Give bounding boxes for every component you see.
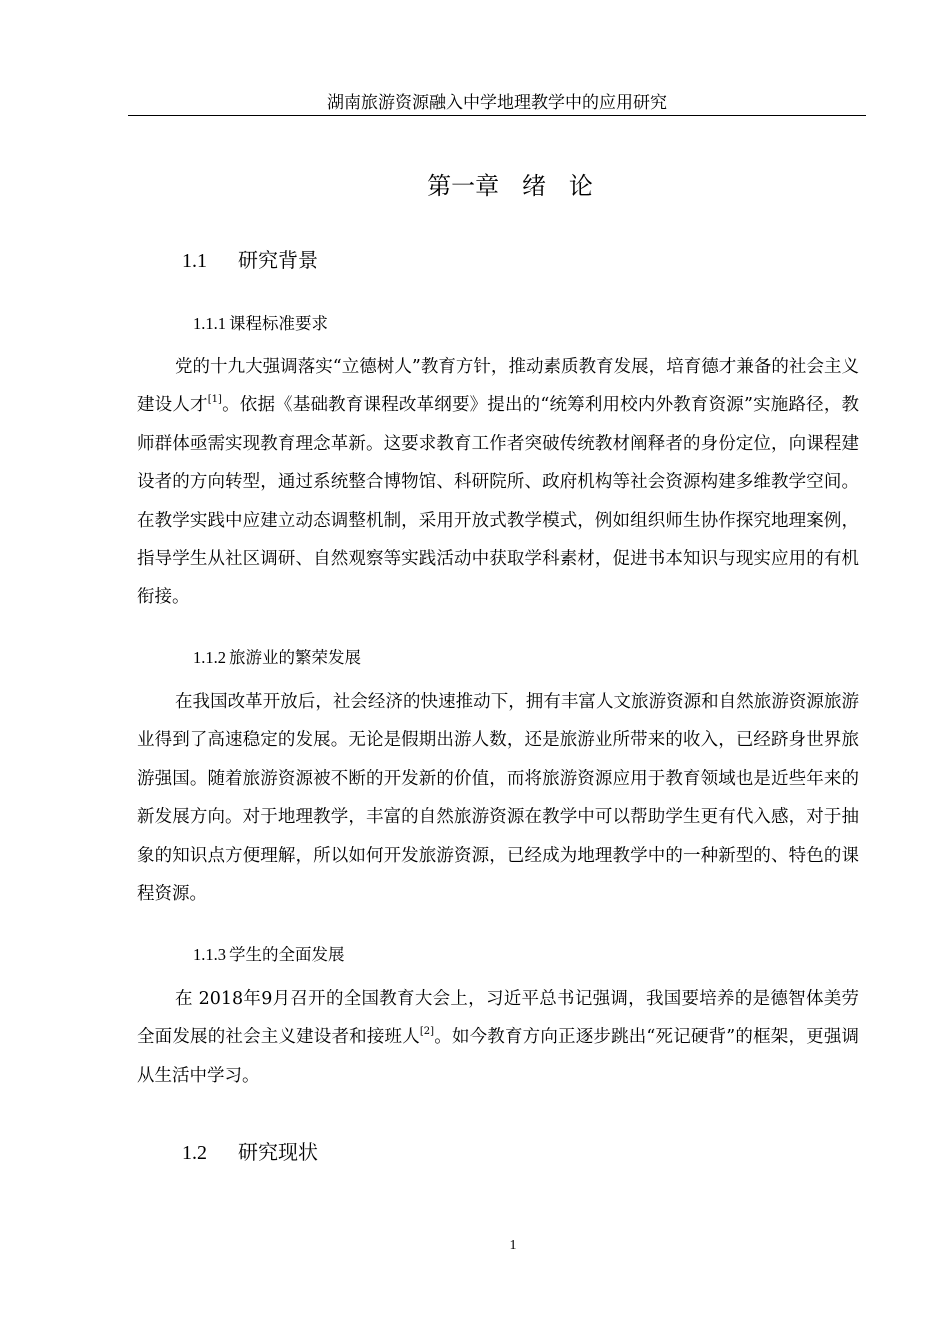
subsection-title: 旅游业的繁荣发展 [229, 648, 361, 667]
section-number: 1.2 [182, 1142, 207, 1164]
paragraph-curriculum-standards [137, 348, 859, 617]
paragraph-text: 在 2018年9月召开的全国教育大会上，习近平总书记强调，我国要培养的是德智体美劳全面发展的社会主义建设者和接班人 [137, 989, 859, 1048]
page-number: 1 [509, 1238, 517, 1253]
section-number: 1.1 [182, 250, 207, 272]
paragraph-tourism-development: 在我国改革开放后，社会经济的快速推动下，拥有丰富人文旅游资源和自然旅游资源旅游业得到了高速稳定的发展。无论是假期出游人数，还是旅游业所带来的收入，已经跻身世界旅游强国。随着旅游资源被不断的开发新的价值，而将旅游资源应用于教育领域也是近些年来的新发展方向。对于地理教学，丰富的自然旅游资源在教学中可以帮助学生更有代入感，对于抽象的知识点方便理解，所以如何开发旅游资源，已经成为地理教学中的一种新型的、特色的课程资源。 [137, 692, 859, 905]
subsection-number: 1.1.1 [193, 314, 226, 333]
citation-1: [1] [207, 394, 222, 406]
subsection-number: 1.1.3 [193, 945, 226, 964]
citation-2: [2] [419, 1026, 435, 1038]
section-heading-1-2 [182, 1138, 318, 1167]
subsection-title: 课程标准要求 [229, 314, 328, 333]
paragraph-student-development [137, 980, 859, 1095]
section-title: 研究现状 [238, 1140, 318, 1164]
section-title: 研究背景 [238, 248, 318, 272]
chapter-title: 第一章 绪 论 [427, 172, 593, 200]
paragraph-text: 党的十九大强调落实“立德树人”教育方针，推动素质教育发展，培育德才兼备的社会主义建设人才 [137, 357, 859, 416]
paragraph-text: 。如今教育方向正逐步跳出“死记硬背”的框架，更强调从生活中学习。 [137, 1027, 859, 1086]
subsection-heading-1-1-1 [193, 312, 328, 336]
running-header: 湖南旅游资源融入中学地理教学中的应用研究 [327, 93, 667, 113]
section-heading-1-1 [182, 246, 318, 275]
header-rule [128, 115, 866, 116]
paragraph-text: 。依据《基础教育课程改革纲要》提出的“统筹利用校内外教育资源”实施路径，教师群体亟需实现教育理念革新。这要求教育工作者突破传统教材阐释者的身份定位，向课程建设者的方向转型，通过系统整合博物馆、科研院所、政府机构等社会资源构建多维教学空间。在教学实践中应建立动态调整机制，采用开放式教学模式，例如组织师生协作探究地理案例，指导学生从社区调研、自然观察等实践活动中获取学科素材，促进书本知识与现实应用的有机衔接。 [137, 395, 860, 608]
subsection-title: 学生的全面发展 [229, 945, 345, 964]
subsection-heading-1-1-3 [193, 943, 345, 967]
subsection-number: 1.1.2 [193, 648, 226, 667]
subsection-heading-1-1-2 [193, 646, 361, 670]
